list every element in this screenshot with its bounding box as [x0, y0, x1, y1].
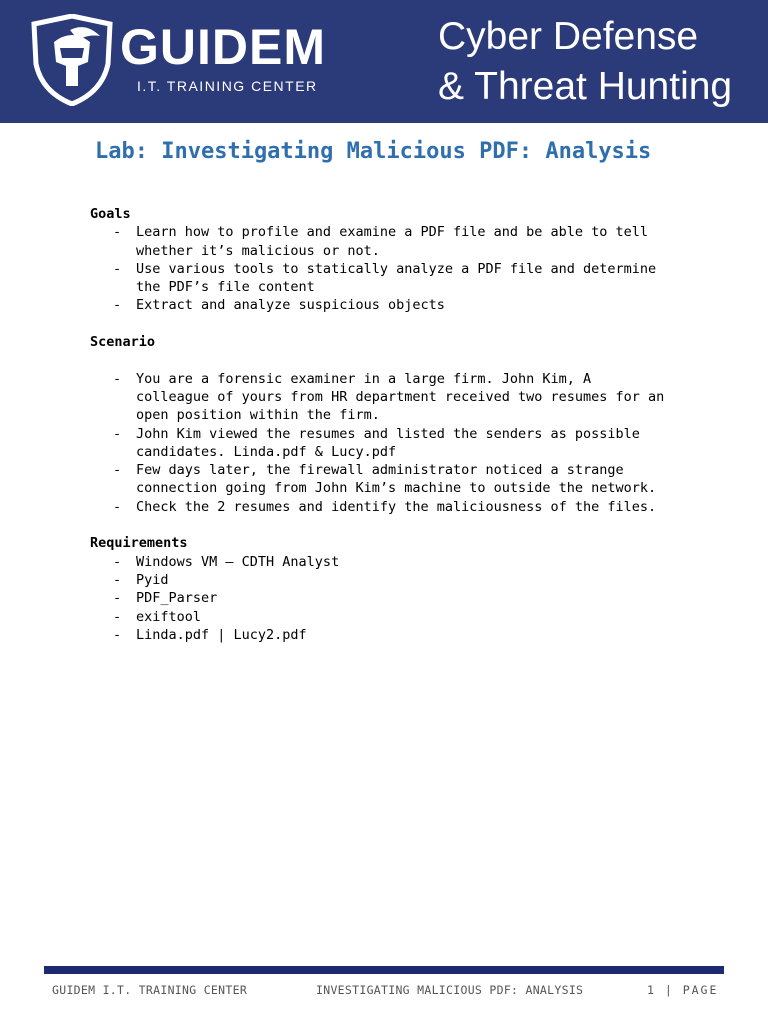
scenario-list — [90, 370, 690, 516]
list-item-line: open position within the firm. — [136, 407, 380, 424]
course-title-line2: & Threat Hunting — [438, 65, 733, 108]
list-item-line: colleague of yours from HR department received two resumes for an — [136, 388, 665, 405]
list-item — [90, 608, 690, 626]
list-item-line: whether it’s malicious or not. — [136, 242, 380, 259]
goals-list — [90, 223, 690, 314]
list-item-line: candidates. Linda.pdf & Lucy.pdf — [136, 443, 397, 460]
list-item — [90, 223, 690, 260]
scenario-heading: Scenario — [90, 334, 156, 351]
list-item-line: the PDF’s file content — [136, 279, 315, 296]
list-item — [90, 425, 690, 462]
brand-subtitle: I.T. TRAINING CENTER — [137, 78, 318, 94]
list-item — [90, 589, 690, 607]
list-item — [90, 370, 690, 425]
list-item-line: - Few days later, the firewall administrator noticed a strange — [136, 462, 624, 479]
footer-rule — [44, 966, 724, 974]
list-item-line: - Check the 2 resumes and identify the maliciousness of the files. — [136, 498, 657, 515]
list-item — [90, 626, 690, 644]
list-item-line: - exiftool — [136, 608, 202, 625]
list-item-line: - Use various tools to statically analyze a PDF file and determine — [136, 260, 657, 277]
list-item — [90, 571, 690, 589]
list-item-line: - You are a forensic examiner in a large firm. John Kim, A — [136, 370, 592, 387]
list-item-line: - Windows VM – CDTH Analyst — [136, 553, 340, 570]
footer-left: GUIDEM I.T. TRAINING CENTER — [52, 983, 248, 997]
list-item — [90, 553, 690, 571]
list-item — [90, 461, 690, 498]
list-item — [90, 498, 690, 516]
list-item-line: - John Kim viewed the resumes and listed the senders as possible — [136, 425, 640, 442]
list-item-line: - Learn how to profile and examine a PDF file and be able to tell — [136, 224, 649, 241]
list-item-line: - PDF_Parser — [136, 590, 218, 607]
lab-title: Lab: Investigating Malicious PDF: Analysis — [95, 139, 652, 164]
course-title-line1: Cyber Defense — [438, 15, 699, 58]
list-item-line: - Pyid — [136, 571, 169, 588]
list-item — [90, 296, 690, 314]
brand-name: GUIDEM — [120, 19, 326, 75]
spartan-helmet-logo-icon — [26, 14, 118, 106]
requirements-heading: Requirements — [90, 535, 188, 552]
list-item-line: - Extract and analyze suspicious objects — [136, 297, 445, 314]
header-banner — [0, 0, 768, 123]
course-title — [438, 12, 758, 112]
footer-center: INVESTIGATING MALICIOUS PDF: ANALYSIS — [316, 983, 584, 997]
lab-content — [90, 205, 690, 644]
list-item — [90, 260, 690, 297]
footer-page-number: 1 | PAGE — [647, 983, 719, 997]
list-item-line: connection going from John Kim’s machine to outside the network. — [136, 480, 657, 497]
requirements-list — [90, 553, 690, 644]
list-item-line: - Linda.pdf | Lucy2.pdf — [136, 626, 307, 643]
goals-heading: Goals — [90, 206, 131, 222]
